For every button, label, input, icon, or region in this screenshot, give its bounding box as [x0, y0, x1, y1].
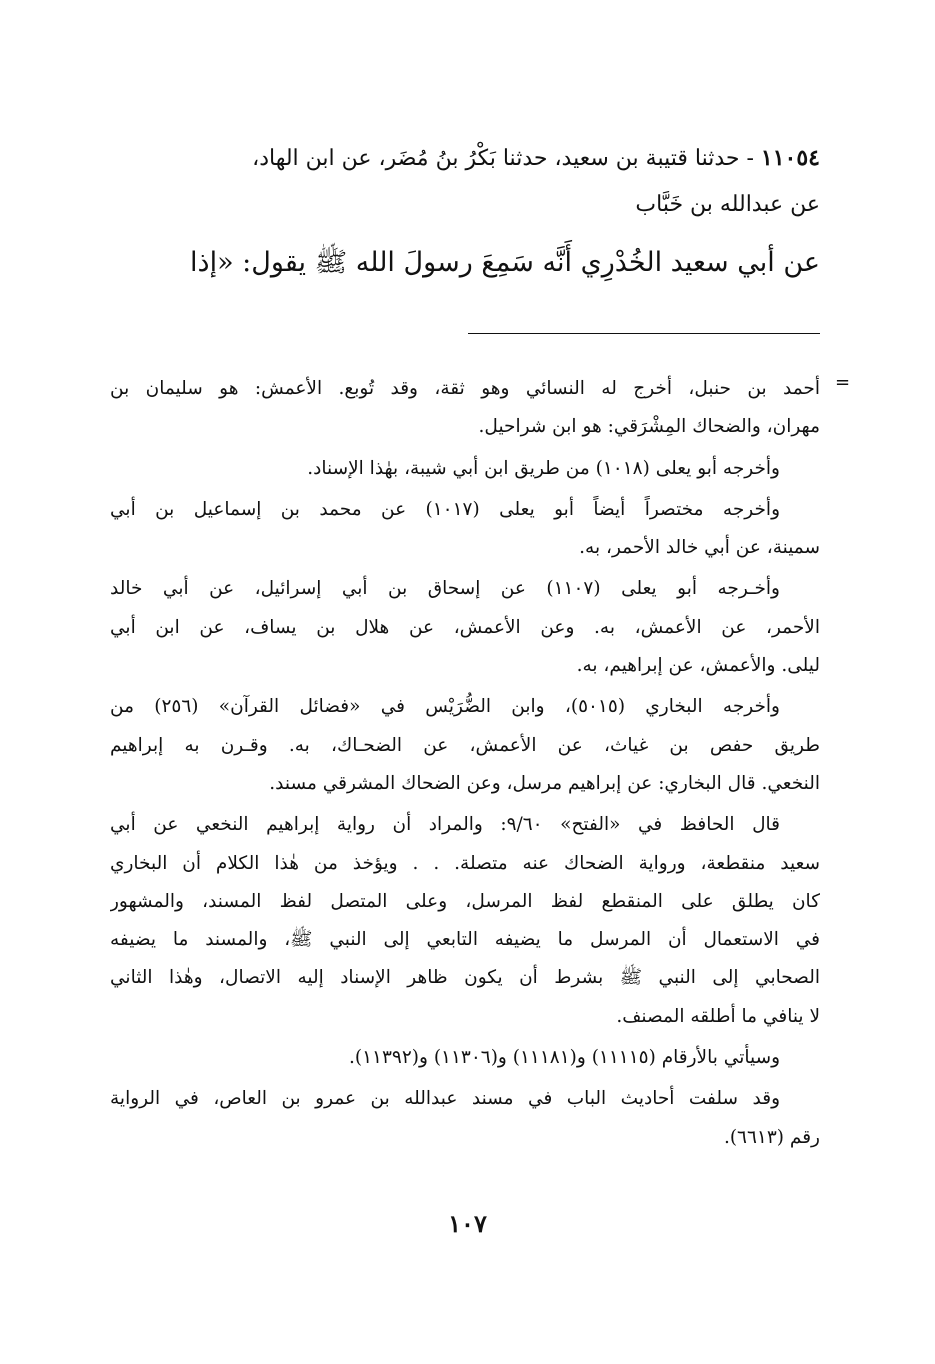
footnote-continuation-mark: = [835, 372, 851, 393]
isnad-line-1 [110, 135, 820, 182]
footnote-line: وأخـرجه أبو يعلى (١١٠٧) عن إسحاق بن أبي إسرائيل، عن أبي خالد [110, 578, 780, 600]
hadith-isnad [110, 135, 820, 228]
isnad-line-2: عن عبدالله بن خَبَّاب [635, 192, 820, 217]
footnote-line: لا ينافي ما أطلقه المصنف. [616, 1005, 820, 1027]
footnote-line: طريق حفص بن غياث، عن الأعمش، عن الضحـاك، به. وقـرن به إبراهيم [110, 734, 820, 756]
hadith-matn: عن أبي سعيد الخُدْرِي أَنَّه سَمِعَ رسولَ الله ﷺ يقول: «إذا [190, 247, 820, 278]
footnote-line: ليلى. والأعمش، عن إبراهيم، به. [576, 655, 820, 677]
footnote-line: وسيأتي بالأرقام (١١١١٥) و(١١١٨١) و(١١٣٠٦) و(١١٣٩٢). [348, 1047, 780, 1069]
footnote-line: أحمد بن حنبل، أخرج له النسائي وهو ثقة، وقد تُوبع. الأعمش: هو سليمان بن [110, 378, 820, 399]
hadith-number: ١١٠٥٤ [760, 145, 820, 171]
footnotes [110, 370, 820, 1157]
footnote-line: الأحمر، عن الأعمش، به. وعن الأعمش، عن هلال بن يساف، عن ابن أبي [110, 616, 820, 638]
footnote-line: الصحابي إلى النبي ﷺ بشرط أن يكون ظاهر الإسناد إليه الاتصال، وهٰذا الثاني [110, 967, 820, 989]
isnad-line-1-text: - حدثنا قتيبة بن سعيد، حدثنا بَكْرُ بنُ مُضَر، عن ابن الهاد، [252, 146, 754, 171]
footnote-line: وأخرجه البخاري (٥٠١٥)، وابن الضُّرَيْس في «فضائل القرآن» (٢٥٦) من [110, 696, 780, 718]
footnote-line: سمينة، عن أبي خالد الأحمر، به. [579, 537, 820, 559]
footnote-line: وقد سلفت أحاديث الباب في مسند عبدالله بن عمرو بن العاص، في الرواية [110, 1088, 780, 1110]
footnote-line: في الاستعمال أن المرسل ما يضيفه التابعي إلى النبي ﷺ، والمسند ما يضيفه [110, 929, 820, 951]
footnote-line: وأخرجه أبو يعلى (١٠١٨) من طريق ابن أبي شيبة، بهٰذا الإسناد. [307, 457, 780, 479]
footnote-line: رقم (٦٦١٣). [723, 1126, 820, 1148]
footnote-line: مهران، والضحاك المِشْرَقي: هو ابن شراحيل. [478, 416, 820, 438]
page-number: ١٠٧ [448, 1209, 487, 1238]
footnote-line: وأخرجه مختصراً أيضاً أبو يعلى (١٠١٧) عن محمد بن إسماعيل بن أبي [110, 498, 780, 520]
footnote-separator [468, 333, 820, 334]
footnote-line: النخعي. قال البخاري: عن إبراهيم مرسل، وعن الضحاك المشرقي مسند. [269, 772, 820, 794]
footnote-line: سعيد منقطعة، ورواية الضحاك عنه متصلة. . . ويؤخذ من هٰذا الكلام أن البخاري [110, 852, 820, 874]
footnote-line: كان يطلق على المنقطع لفظ المرسل، وعلى المتصل لفظ المسند، والمشهور [110, 890, 820, 912]
footnote-line: قال الحافظ في «الفتح» ٩/٦٠: والمراد أن رواية إبراهيم النخعي عن أبي [110, 814, 781, 836]
